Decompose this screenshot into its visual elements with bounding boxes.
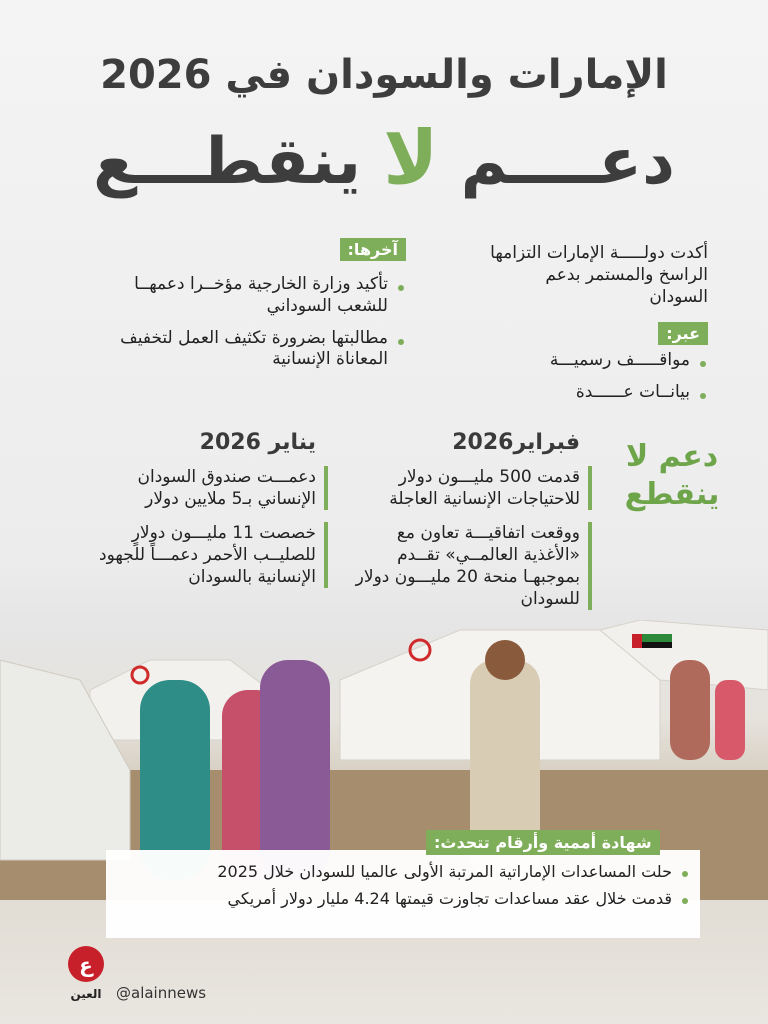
latest-item: مطالبتها بضرورة تكثيف العمل لتخفيف المعاناة الإنسانية: [80, 328, 406, 372]
page-subtitle: [0, 115, 768, 201]
testimony-list: [217, 862, 690, 916]
subtitle-highlight: لا: [383, 115, 439, 201]
february-item: ووقعت اتفاقيـــة تعاون مع «الأغذية العالمــي» تقــدم بموجبهـا منحة 20 مليـــون دولار للسودان: [346, 522, 592, 610]
january-heading: يناير 2026: [199, 430, 316, 455]
page-title: الإمارات والسودان في 2026: [100, 52, 668, 98]
latest-label: آخرها:: [340, 238, 406, 261]
logo-text: العين: [70, 987, 102, 1001]
january-item: خصصت 11 مليـــون دولارٍ للصليــب الأحمر دعمـــاً للجهود الإنسانية بالسودان: [88, 522, 328, 588]
january-item: دعمـــت صندوق السودان الإنساني بـ5 ملايين دولار: [88, 466, 328, 510]
subtitle-prefix: دعــــم: [460, 125, 675, 199]
via-list: [488, 350, 708, 414]
via-label: عبر:: [658, 322, 708, 345]
testimony-item: حلت المساعدات الإماراتية المرتبة الأولى عالميا للسودان خلال 2025: [217, 862, 690, 883]
alain-logo: [62, 944, 110, 1004]
side-title: دعم لا ينقطع: [624, 439, 720, 512]
social-handle[interactable]: @alainnews: [116, 984, 207, 1002]
testimony-panel: [106, 850, 700, 938]
latest-item: تأكيد وزارة الخارجية مؤخــرا دعمهــا للشعب السوداني: [80, 274, 406, 318]
svg-text:ع: ع: [79, 953, 93, 977]
subtitle-suffix: ينقطـــع: [93, 125, 361, 199]
via-item: بيانــات عــــــدة: [488, 382, 708, 404]
testimony-label: شهادة أممية وأرقام تتحدث:: [426, 830, 660, 855]
february-heading: فبراير2026: [452, 430, 580, 455]
february-item: قدمت 500 مليـــون دولار للاحتياجات الإنسانية العاجلة: [346, 466, 592, 510]
intro-text: أكدت دولـــــة الإمارات التزامها الراسخ والمستمر بدعم السودان: [490, 243, 708, 308]
testimony-item: قدمت خلال عقد مساعدات تجاوزت قيمتها 4.24 مليار دولار أمريكي: [217, 889, 690, 910]
via-item: مواقـــــف رسميـــة: [488, 350, 708, 372]
latest-list: [80, 274, 406, 381]
